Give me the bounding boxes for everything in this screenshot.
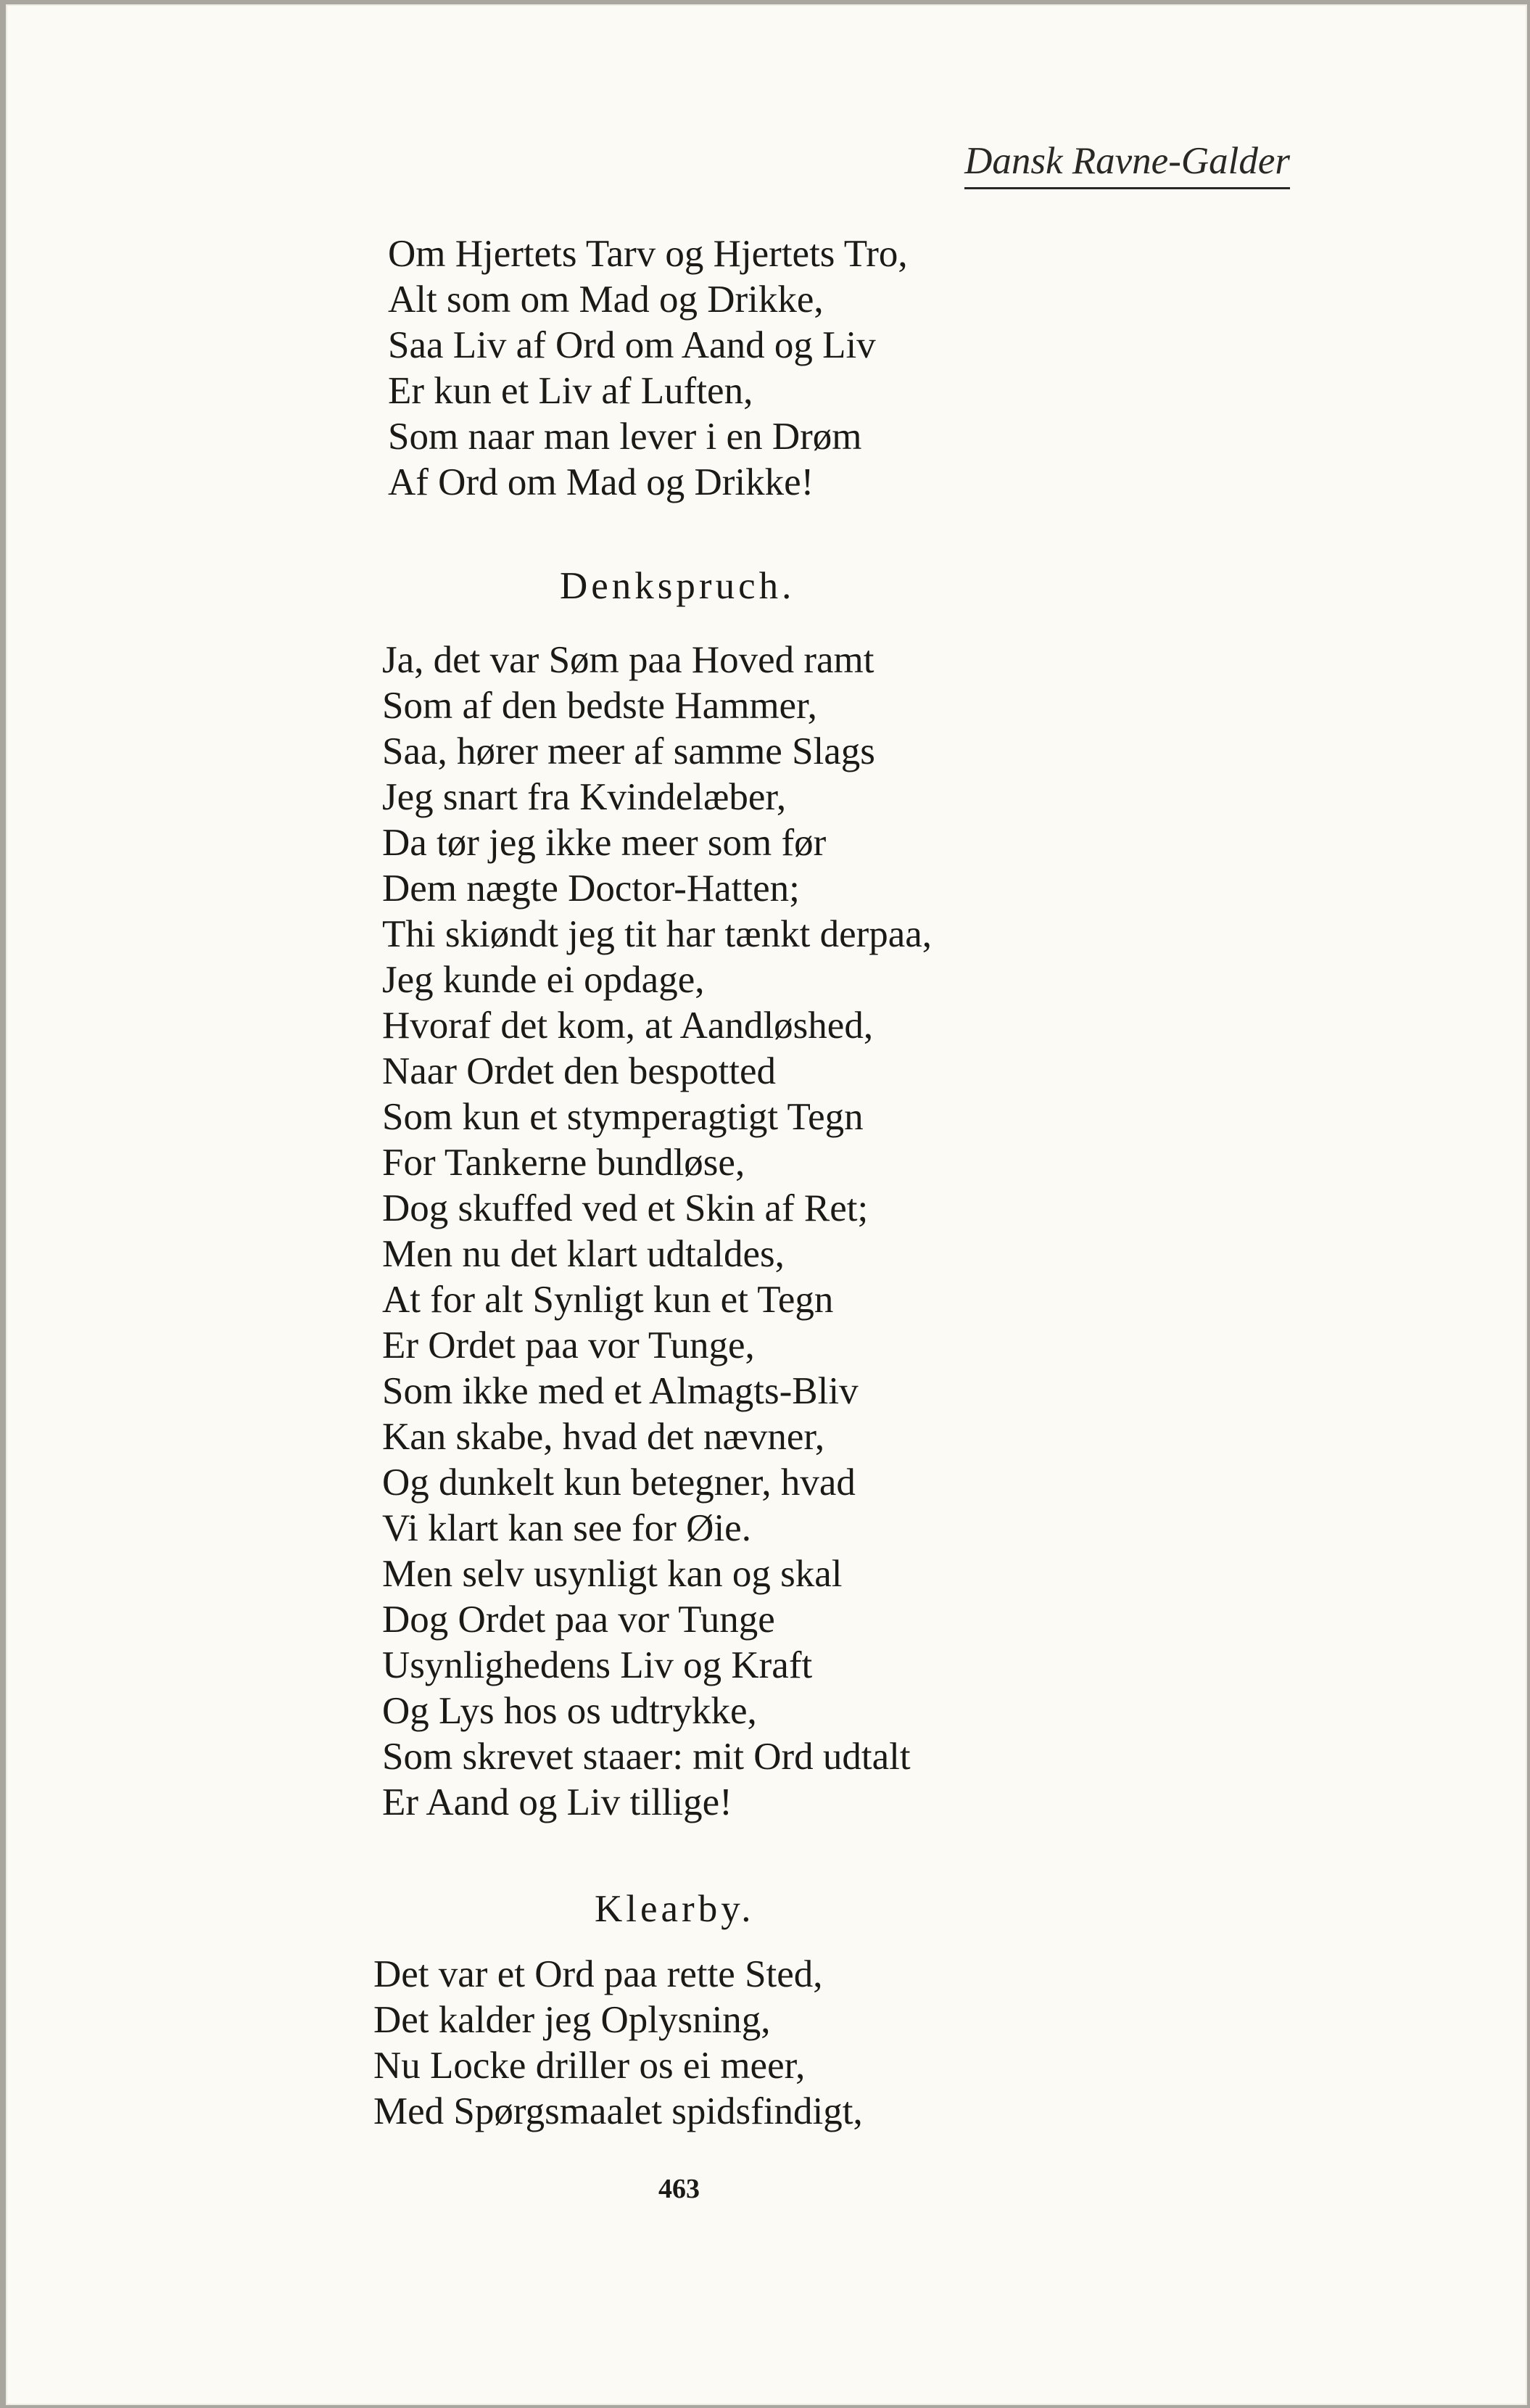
poem-stanza-denkspruch [382,638,932,1826]
poem-line: Og dunkelt kun betegner, hvad [382,1461,856,1504]
poem-line: At for alt Synligt kun et Tegn [382,1279,834,1321]
poem-line: Hvoraf det kom, at Aandløshed, [382,1005,874,1047]
poem-line: Alt som om Mad og Drikke, [388,279,824,321]
poem-line: Som skrevet staaer: mit Ord udtalt [382,1736,911,1778]
poem-line: For Tankerne bundløse, [382,1142,745,1184]
poem-line: Som kun et stymperagtigt Tegn [382,1096,864,1138]
poem-line: Om Hjertets Tarv og Hjertets Tro, [388,233,908,275]
poem-line: Og Lys hos os udtrykke, [382,1690,757,1732]
poem-line: Jeg snart fra Kvindelæber, [382,776,787,818]
poem-line: Med Spørgsmaalet spidsfindigt, [373,2090,863,2132]
running-header: Dansk Ravne-Galder [964,139,1290,189]
poem-line: Det kalder jeg Oplysning, [373,1999,771,2041]
poem-line: Som naar man lever i en Drøm [388,416,862,458]
poem-line: Er kun et Liv af Luften, [388,370,753,412]
section-heading-klearby: Klearby. [595,1888,755,1930]
poem-line: Er Ordet paa vor Tunge, [382,1324,755,1366]
poem-line: Jeg kunde ei opdage, [382,959,705,1001]
page-number: 463 [658,2174,700,2204]
poem-line: Naar Ordet den bespotted [382,1050,777,1092]
poem-line: Saa Liv af Ord om Aand og Liv [388,324,876,366]
section-heading-denkspruch: Denkspruch. [560,565,795,607]
poem-line: Er Aand og Liv tillige! [382,1781,732,1823]
poem-line: Ja, det var Søm paa Hoved ramt [382,639,874,681]
poem-stanza-klearby [373,1952,863,2135]
poem-line: Af Ord om Mad og Drikke! [388,461,814,503]
book-page [6,4,1527,2405]
poem-line: Nu Locke driller os ei meer, [373,2045,806,2087]
poem-line: Saa, hører meer af samme Slags [382,730,875,772]
poem-line: Usynlighedens Liv og Kraft [382,1644,813,1686]
poem-line: Da tør jeg ikke meer som før [382,822,827,864]
poem-stanza-1 [388,231,908,506]
poem-line: Det var et Ord paa rette Sted, [373,1953,823,1995]
poem-line: Dog skuffed ved et Skin af Ret; [382,1187,869,1229]
poem-line: Kan skabe, hvad det nævner, [382,1416,825,1458]
poem-line: Som ikke med et Almagts-Bliv [382,1370,859,1412]
poem-line: Som af den bedste Hammer, [382,685,817,727]
poem-line: Men nu det klart udtaldes, [382,1233,785,1275]
poem-line: Dog Ordet paa vor Tunge [382,1599,775,1641]
poem-line: Men selv usynligt kan og skal [382,1553,843,1595]
poem-line: Vi klart kan see for Øie. [382,1507,751,1549]
poem-line: Thi skiøndt jeg tit har tænkt derpaa, [382,913,933,955]
poem-line: Dem nægte Doctor-Hatten; [382,867,800,910]
